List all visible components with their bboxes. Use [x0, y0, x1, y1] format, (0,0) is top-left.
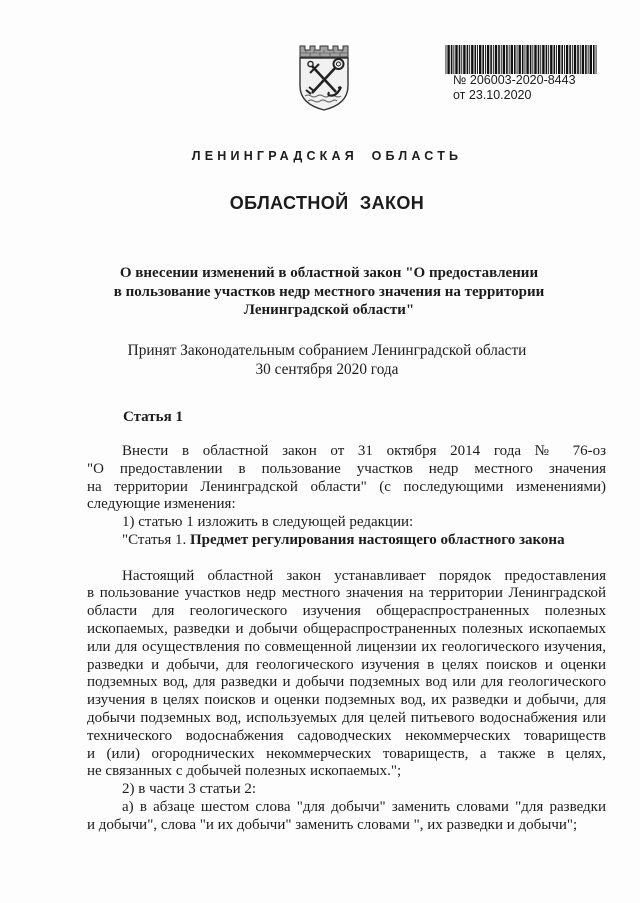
barcode-bar [546, 45, 548, 74]
item-2a-line: а) в абзаце шестом слова "для добычи" заменить словами "для разведки [122, 798, 606, 815]
barcode-bar [556, 45, 557, 74]
barcode-bar [538, 45, 540, 74]
barcode-bar [542, 45, 544, 74]
document-type: ОБЛАСТНОЙ ЗАКОН [229, 193, 425, 213]
barcode-bar [475, 45, 477, 74]
barcode-bar [585, 45, 587, 74]
law-title-line: в пользование участков недр местного значения на территории [113, 283, 545, 300]
text-line: на территории Ленинградской области" (с последующими изменениями) [87, 478, 606, 495]
new-article-heading-line [87, 532, 606, 550]
text-line: ископаемых, разведки и добычи общераспространенных полезных ископаемых [87, 620, 606, 637]
barcode-bar [526, 45, 528, 74]
text-line: Внести в областной закон от 31 октября 2014 года № 76-оз [122, 443, 606, 459]
text-line: разведки и добычи, для геологического изучения в целях поисков и оценки [87, 656, 606, 673]
barcode-bar [455, 45, 457, 74]
article-body [87, 443, 606, 835]
barcode-bar [446, 45, 447, 74]
barcode-bar [479, 45, 481, 74]
coat-of-arms-icon [296, 42, 352, 112]
barcode-bar [530, 45, 532, 74]
barcode-bar [467, 45, 469, 74]
barcode-bar [493, 45, 494, 74]
barcode-bar [517, 45, 518, 74]
article-heading: Статья 1 [123, 409, 183, 425]
barcode-bar [498, 45, 500, 74]
adoption-date: 30 сентября 2020 года [255, 360, 399, 378]
text-line: добычи подземных вод, используемых для целей питьевого водоснабжения или [87, 709, 606, 726]
text-line: области для геологического изучения общераспространенных полезных [87, 603, 606, 620]
barcode-bar [485, 45, 486, 74]
barcode-bar [540, 45, 541, 74]
barcode-bar [548, 45, 549, 74]
text-line: или для осуществления по совмещенной лицензии их геологического изучения, [87, 638, 606, 655]
text-line: не связанных с добычей полезных ископаемых."; [87, 763, 402, 780]
barcode-bar [463, 45, 465, 74]
barcode-bar [447, 45, 449, 74]
barcode-bar [461, 45, 462, 74]
text-line: следующие изменения: [87, 496, 236, 513]
barcode-bar [495, 45, 497, 74]
barcode-bar [522, 45, 524, 74]
barcode-bar [582, 45, 584, 74]
barcode-bar [511, 45, 513, 74]
barcode-bar [558, 45, 560, 74]
law-title-line: О внесении изменений в областной закон "О предоставлении [119, 265, 539, 281]
barcode-bar [482, 45, 484, 74]
new-article-number: "Статья 1. [122, 531, 190, 548]
item-1: 1) статью 1 изложить в следующей редакции: [122, 514, 414, 531]
barcode-bar [550, 45, 552, 74]
adoption-body: Принят Законодательным собранием Ленинградской области [127, 342, 527, 359]
barcode-bar [451, 45, 453, 74]
paragraph-gap [87, 550, 606, 568]
item-2: 2) в части 3 статьи 2: [122, 781, 257, 798]
emblem-shield [300, 58, 348, 110]
text-line: и (или) огороднических некоммерческих товариществ, а также в целях, [87, 745, 606, 762]
barcode-bar [561, 45, 563, 74]
barcode-bar [564, 45, 565, 74]
text-line: в пользование участков недр местного значения на территории Ленинградской [87, 585, 606, 602]
barcode-bar [471, 45, 473, 74]
barcode-bar [490, 45, 492, 74]
barcode-bar [569, 45, 571, 74]
registration-date: от 23.10.2020 [453, 88, 532, 102]
barcode-bar [532, 45, 533, 74]
barcode-bar [554, 45, 556, 74]
registration-meta [453, 73, 576, 103]
text-line: изучения в целях поисков и оценки подземных вод, их разведки и добычи, для [87, 692, 606, 709]
registration-number: № 206003-2020-8443 [453, 73, 576, 87]
barcode-bar [459, 45, 461, 74]
barcode-bar [580, 45, 581, 74]
text-line: технического водоснабжения садоводческих некоммерческих товариществ [87, 727, 606, 744]
barcode-bar [588, 45, 589, 74]
barcode-bar [566, 45, 568, 74]
law-title [88, 264, 570, 320]
barcode-bar [453, 45, 454, 74]
item-2a-line: и добычи", слова "и их добычи" заменить словами ", их разведки и добычи"; [87, 816, 578, 833]
text-line: Настоящий областной закон устанавливает порядок предоставления [122, 567, 606, 584]
barcode-bar [514, 45, 516, 74]
barcode-bar [590, 45, 592, 74]
barcode-bar [477, 45, 478, 74]
barcode-icon [445, 45, 600, 74]
barcode-bar [506, 45, 508, 74]
barcode-bar [501, 45, 502, 74]
barcode-bar [503, 45, 505, 74]
barcode-bar [593, 45, 595, 74]
barcode-bar [534, 45, 536, 74]
adoption-note [88, 342, 566, 379]
barcode-bar [574, 45, 576, 74]
barcode-bar [572, 45, 573, 74]
text-line: "О предоставлении в пользование участков недр местного значения [87, 460, 606, 477]
text-line: подземных вод, для разведки и добычи подземных вод или для геологического [87, 674, 606, 691]
barcode-bar [519, 45, 521, 74]
region-name: ЛЕНИНГРАДСКАЯ ОБЛАСТЬ [191, 149, 463, 163]
barcode-bar [509, 45, 510, 74]
barcode-bar [596, 45, 597, 74]
barcode-bar [577, 45, 579, 74]
emblem-wall-crown [300, 46, 348, 57]
barcode-bar [469, 45, 470, 74]
law-title-line: Ленинградской области" [243, 302, 415, 319]
barcode-bar [525, 45, 526, 74]
new-article-title: Предмет регулирования настоящего областного закона [189, 531, 565, 548]
barcode-bar [487, 45, 489, 74]
